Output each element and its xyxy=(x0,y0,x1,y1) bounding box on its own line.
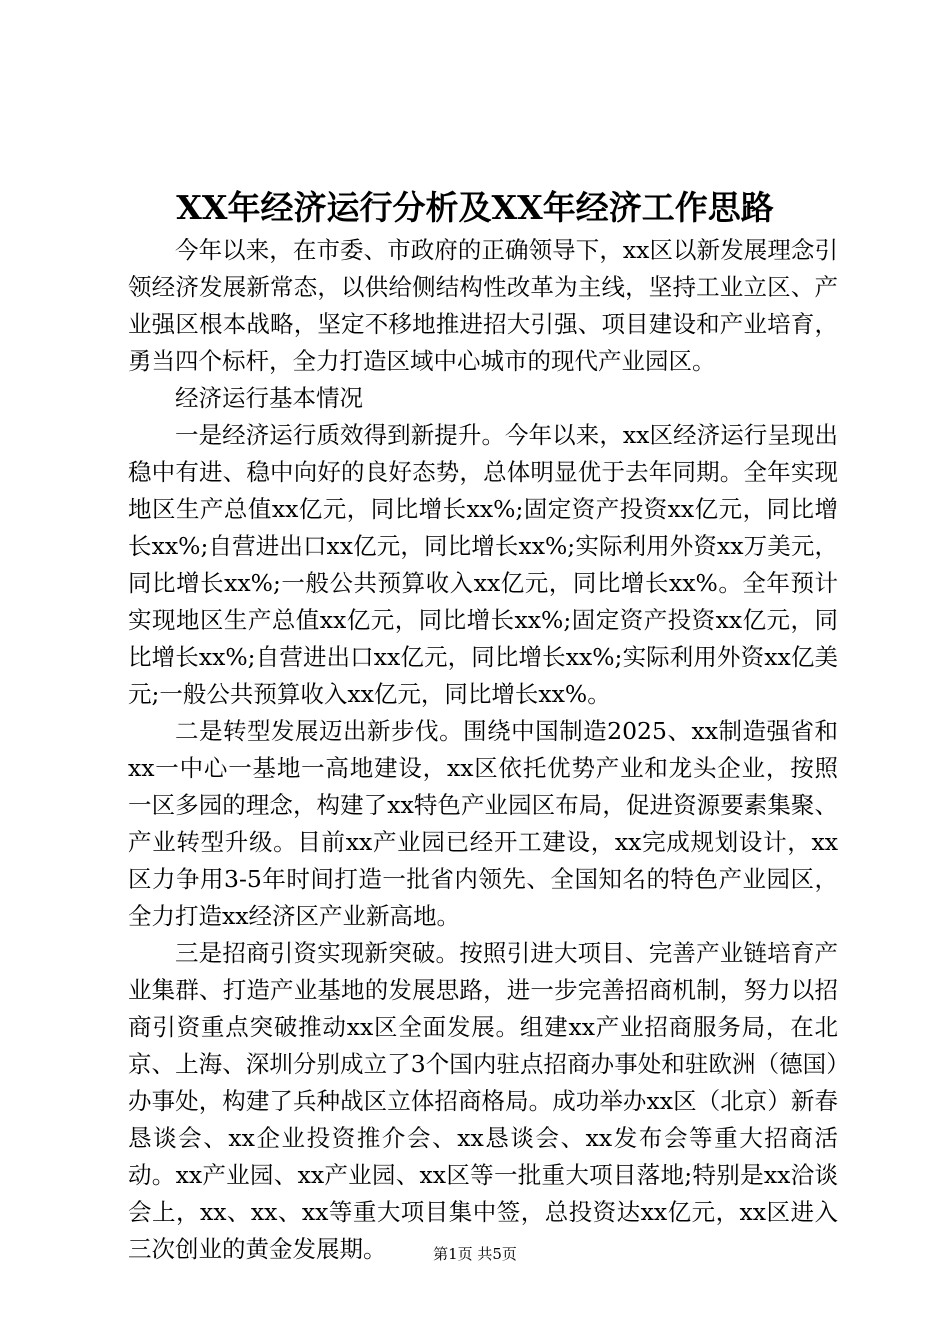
paragraph-intro: 今年以来，在市委、市政府的正确领导下，xx区以新发展理念引领经济发展新常态，以供给侧结构性改革为主线，坚持工业立区、产业强区根本战略，坚定不移地推进招大引强、项目建设和产业培育，勇当四个标杆，全力打造区域中心城市的现代产业园区。 xyxy=(128,236,838,375)
paragraph-investment: 三是招商引资实现新突破。按照引进大项目、完善产业链培育产业集群、打造产业基地的发展思路，进一步完善招商机制，努力以招商引资重点突破推动xx区全面发展。组建xx产业招商服务局，在北京、上海、深圳分别成立了3个国内驻点招商办事处和驻欧洲（德国）办事处，构建了兵种战区立体招商格局。成功举办xx区（北京）新春恳谈会、xx企业投资推介会、xx恳谈会、xx发布会等重大招商活动。xx产业园、xx产业园、xx区等一批重大项目落地;特别是xx洽谈会上，xx、xx、xx等重大项目集中签，总投资达xx亿元，xx区进入三次创业的黄金发展期。 xyxy=(128,939,838,1263)
paragraph-economic-performance: 一是经济运行质效得到新提升。今年以来，xx区经济运行呈现出稳中有进、稳中向好的良好态势，总体明显优于去年同期。全年实现地区生产总值xx亿元，同比增长xx%;固定资产投资xx亿元，同比增长xx%;自营进出口xx亿元，同比增长xx%;实际利用外资xx万美元，同比增长xx%;一般公共预算收入xx亿元，同比增长xx%。全年预计实现地区生产总值xx亿元，同比增长xx%;固定资产投资xx亿元，同比增长xx%;自营进出口xx亿元，同比增长xx%;实际利用外资xx亿美元;一般公共预算收入xx亿元，同比增长xx%。 xyxy=(128,421,838,708)
page-footer: 第1页 共5页 xyxy=(433,1245,517,1263)
document-title: XX年经济运行分析及XX年经济工作思路 xyxy=(176,188,774,227)
section-heading: 经济运行基本情况 xyxy=(175,384,363,412)
paragraph-transformation: 二是转型发展迈出新步伐。围绕中国制造2025、xx制造强省和xx一中心一基地一高地建设，xx区依托优势产业和龙头企业，按照一区多园的理念，构建了xx特色产业园区布局，促进资源要素集聚、产业转型升级。目前xx产业园已经开工建设，xx完成规划设计，xx区力争用3-5年时间打造一批省内领先、全国知名的特色产业园区，全力打造xx经济区产业新高地。 xyxy=(128,717,838,930)
document-body xyxy=(128,232,838,1268)
